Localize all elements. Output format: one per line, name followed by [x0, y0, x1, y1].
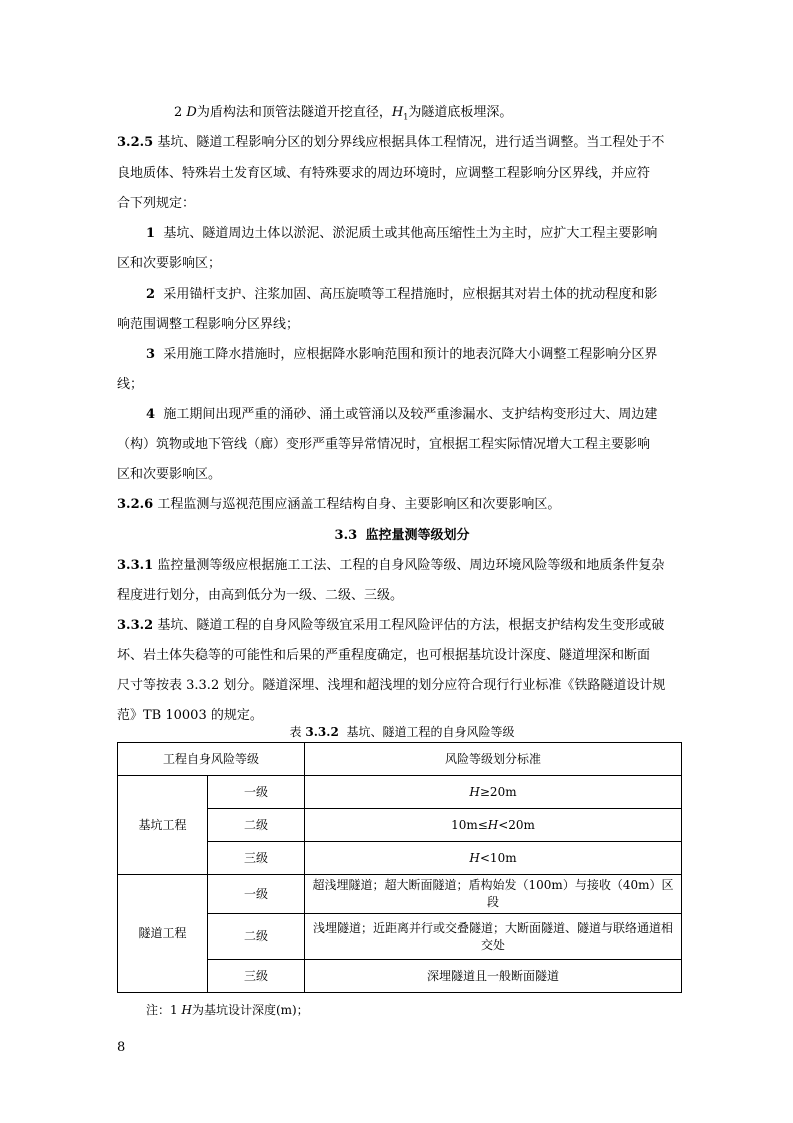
- level-cell: 二级: [208, 809, 305, 842]
- clause-3-2-5-line-3: 合下列规定：: [117, 196, 196, 211]
- header-risk-level: 工程自身风险等级: [118, 743, 305, 776]
- clause-3-3-1-cont: 程度进行划分，由高到低分为一级、二级、三级。: [117, 588, 404, 603]
- clause-3-2-5-item-1-cont: 区和次要影响区；: [117, 256, 222, 271]
- table-header-row: [118, 743, 682, 776]
- clause-3-3-1: 3.3.1 监控量测等级应根据施工工法、工程的自身风险等级、周边环境风险等级和地质条件复杂: [117, 558, 665, 573]
- criteria-cell: 超浅埋隧道；超大断面隧道；盾构始发（100m）与接收（40m）区段: [305, 875, 682, 914]
- clause-3-2-5-item-2: 2 采用锚杆支护、注浆加固、高压旋喷等工程措施时，应根据其对岩土体的扰动程度和影: [146, 287, 658, 302]
- criteria-cell: 浅埋隧道；近距离并行或交叠隧道；大断面隧道、隧道与联络通道相交处: [305, 914, 682, 960]
- level-cell: 三级: [208, 960, 305, 993]
- clause-3-2-5-item-3-cont: 线；: [117, 377, 144, 392]
- clause-3-2-5-item-1: 1 基坑、隧道周边土体以淤泥、淤泥质土或其他高压缩性土为主时，应扩大工程主要影响: [146, 226, 658, 241]
- clause-3-3-2-line-2: 坏、岩土体失稳等的可能性和后果的严重程度确定，也可根据基坑设计深度、隧道埋深和断面: [117, 648, 651, 663]
- criteria-cell: 深埋隧道且一般断面隧道: [305, 960, 682, 993]
- intro-note: 2 D为盾构法和顶管法隧道开挖直径，$H_1$为隧道底板埋深。: [174, 105, 513, 122]
- table-caption: 表 3.3.2 基坑、隧道工程的自身风险等级: [289, 725, 515, 739]
- section-heading-3-3: 3.3 监控量测等级划分: [334, 528, 470, 543]
- page-number: 8: [117, 1040, 126, 1055]
- table-row: [118, 776, 682, 809]
- header-criteria: 风险等级划分标准: [305, 743, 682, 776]
- level-cell: 一级: [208, 875, 305, 914]
- criteria-cell: H<10m: [305, 842, 682, 875]
- criteria-cell: 10m≤H<20m: [305, 809, 682, 842]
- clause-3-3-2-line-3: 尺寸等按表 3.3.2 划分。隧道深埋、浅埋和超浅埋的划分应符合现行行业标准《铁路隧道设计规: [117, 678, 666, 693]
- clause-3-2-5-item-4: 4 施工期间出现严重的涌砂、涌土或管涌以及较严重渗漏水、支护结构变形过大、周边建: [146, 407, 658, 422]
- risk-level-table: [117, 742, 682, 993]
- clause-3-2-5: 3.2.5 基坑、隧道工程影响分区的划分界线应根据具体工程情况，进行适当调整。当工程处于不: [117, 135, 665, 150]
- clause-3-2-5-item-4-cont-2: 区和次要影响区。: [117, 467, 222, 482]
- clause-3-2-5-item-2-cont: 响范围调整工程影响分区界线；: [117, 317, 300, 332]
- level-cell: 一级: [208, 776, 305, 809]
- pit-engineering-cell: 基坑工程: [118, 776, 208, 875]
- clause-3-2-5-item-4-cont: （构）筑物或地下管线（廊）变形严重等异常情况时，宜根据工程实际情况增大工程主要影响: [117, 437, 651, 452]
- tunnel-engineering-cell: 隧道工程: [118, 875, 208, 993]
- criteria-cell: H≥20m: [305, 776, 682, 809]
- clause-3-3-2: 3.3.2 基坑、隧道工程的自身风险等级宜采用工程风险评估的方法，根据支护结构发生变形或破: [117, 618, 665, 633]
- level-cell: 二级: [208, 914, 305, 960]
- table-note: 注：1 H为基坑设计深度(m)；: [146, 1003, 309, 1017]
- clause-3-3-2-line-4: 范》TB 10003 的规定。: [117, 708, 263, 723]
- clause-3-2-6: 3.2.6 工程监测与巡视范围应涵盖工程结构自身、主要影响区和次要影响区。: [117, 497, 561, 512]
- table-row: [118, 875, 682, 914]
- clause-3-2-5-item-3: 3 采用施工降水措施时，应根据降水影响范围和预计的地表沉降大小调整工程影响分区界: [146, 347, 658, 362]
- level-cell: 三级: [208, 842, 305, 875]
- clause-3-2-5-line-2: 良地质体、特殊岩土发育区域、有特殊要求的周边环境时，应调整工程影响分区界线，并应符: [117, 166, 651, 181]
